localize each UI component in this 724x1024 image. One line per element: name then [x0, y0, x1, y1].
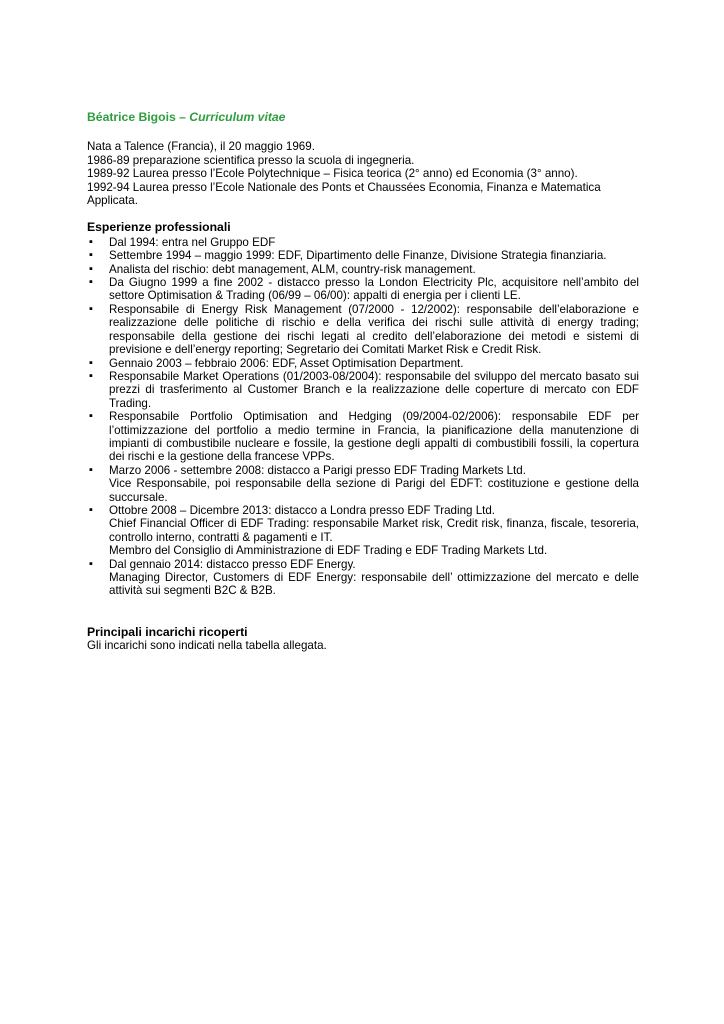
- experience-item: [87, 464, 639, 504]
- experience-item-line: ▪ Da Giugno 1999 a fine 2002 - distacco presso la London Electricity Plc, acquisitore nell’ambito del settore Optimisation & Trading (06/99 – 06/00): appalti di energia per i clienti LE.: [109, 276, 639, 303]
- title-subtitle: Curriculum vitae: [189, 110, 286, 124]
- experience-heading: Esperienze professionali: [87, 220, 231, 235]
- experience-item: [87, 558, 639, 598]
- intro-line: Nata a Talence (Francia), il 20 maggio 1969.: [87, 140, 315, 154]
- experience-item: [87, 263, 639, 276]
- experience-item-line: ▪ Dal 1994: entra nel Gruppo EDF: [109, 235, 276, 249]
- cv-document: [87, 111, 639, 653]
- experience-item-line: ▪ Gennaio 2003 – febbraio 2006: EDF, Asset Optimisation Department.: [109, 356, 464, 370]
- document-title: [87, 111, 639, 124]
- experience-item-line: ▪ Marzo 2006 - settembre 2008: distacco a Parigi presso EDF Trading Markets Ltd.: [109, 463, 526, 477]
- experience-item-line: ▪ Ottobre 2008 – Dicembre 2013: distacco a Londra presso EDF Trading Ltd.: [109, 503, 496, 517]
- experience-item: [87, 236, 639, 249]
- experience-item: [87, 249, 639, 262]
- experience-item-line: ▪ Responsabile Portfolio Optimisation and Hedging (09/2004-02/2006): responsabile EDF per l’ottimizzazione del portfolio a medio termine in Francia, la pianificazione della manutenzione di impianti di combustibile nucleare e fossile, la gestione degli appalti di combustibili fossili, la copertura dei rischi e la gestione della francese VPPs.: [109, 410, 639, 464]
- experience-item: [87, 410, 639, 464]
- intro-line: 1989-92 Laurea presso l’Ecole Polytechnique – Fisica teorica (2° anno) ed Economia (3° anno).: [87, 167, 578, 181]
- intro-line: 1992-94 Laurea presso l’Ecole Nationale des Ponts et Chaussées Economia, Finanza e Matematica Applicata.: [87, 180, 601, 208]
- experience-item-line: ▪ Settembre 1994 – maggio 1999: EDF, Dipartimento delle Finanze, Divisione Strategia finanziaria.: [109, 249, 607, 263]
- roles-heading: Principali incarichi ricoperti: [87, 624, 248, 639]
- experience-item-line: ▪ Responsabile di Energy Risk Management (07/2000 - 12/2002): responsabile dell’elaborazione e realizzazione delle politiche di rischio e della verifica dei rischi sulle attività di energy trading; responsabile della gestione dei rischi legati al credito dell’elaborazione dei metodi e sistemi di previsione e dell’energy reporting; Segretario dei Comitati Market Risk e Credit Risk.: [109, 302, 639, 357]
- experience-item-line: ▪ Responsabile Market Operations (01/2003-08/2004): responsabile del sviluppo del mercato basato sui prezzi di trasferimento al Customer Branch e la realizzazione delle coperture di mercato con EDF Trading.: [109, 369, 639, 410]
- experience-item: [87, 276, 639, 303]
- experience-list: [87, 236, 639, 598]
- intro-line: 1986-89 preparazione scientifica presso la scuola di ingegneria.: [87, 153, 415, 167]
- experience-item-line: ▪ Dal gennaio 2014: distacco presso EDF Energy.: [109, 557, 356, 571]
- experience-item: [87, 303, 639, 357]
- experience-item-line: Vice Responsabile, poi responsabile della sezione di Parigi del EDFT: costituzione e gestione della succursale.: [109, 477, 639, 504]
- experience-item: [87, 370, 639, 410]
- roles-text: Gli incarichi sono indicati nella tabella allegata.: [87, 639, 327, 653]
- experience-item-line: ▪ Analista del rischio: debt management, ALM, country-risk management.: [109, 262, 476, 276]
- intro-section: [87, 140, 639, 207]
- experience-item: [87, 357, 639, 370]
- experience-item-line: Chief Financial Officer di EDF Trading: responsabile Market risk, Credit risk, finanza, fiscale, tesoreria, controllo interno, contratti & pagamenti e IT.: [109, 517, 639, 544]
- experience-item-line: Managing Director, Customers di EDF Energy: responsabile dell’ ottimizzazione del mercato e delle attività sui segmenti B2C & B2B.: [109, 571, 639, 598]
- title-name: Béatrice Bigois –: [87, 110, 190, 124]
- experience-item: [87, 504, 639, 558]
- experience-item-line: Membro del Consiglio di Amministrazione di EDF Trading e EDF Trading Markets Ltd.: [109, 544, 548, 558]
